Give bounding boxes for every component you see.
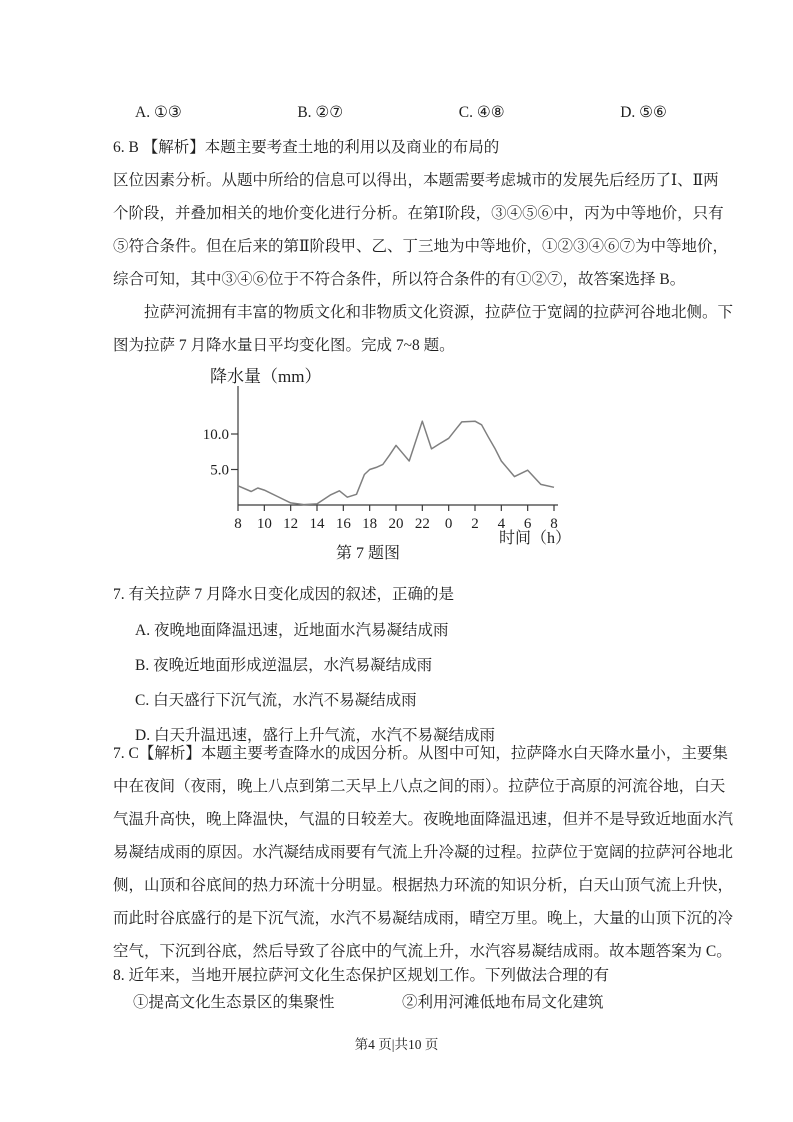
precipitation-series-line [238, 421, 554, 504]
option-8-2: ②利用河滩低地布局文化建筑 [402, 994, 604, 1011]
text-line: 中在夜间（夜雨，晚上八点到第二天早上八点之间的雨）。拉萨位于高原的河流谷地，白天 [113, 778, 726, 795]
text-line: 而此时谷底盛行的是下沉气流，水汽不易凝结成雨，晴空万里。晚上，大量的山顶下沉的冷 [113, 910, 734, 927]
option-7-d: D. 白天升温迅速，盛行上升气流，水汽不易凝结成雨 [135, 727, 495, 744]
option-6-c: C. ④⑧ [458, 104, 505, 121]
text-line: 空气，下沉到谷底，然后导致了谷底中的气流上升，水汽容易凝结成雨。故本题答案为 C。 [113, 943, 732, 960]
option-7-b: B. 夜晚近地面形成逆温层，水汽易凝结成雨 [135, 657, 433, 674]
option-6-b: B. ②⑦ [297, 104, 344, 121]
text-line: 6. B 【解析】本题主要考查土地的利用以及商业的布局的 [113, 139, 500, 156]
question6-options-row [135, 102, 667, 124]
x-tick-label: 22 [414, 516, 430, 532]
question8-stem [113, 959, 698, 992]
page-footer: 第4 页|共10 页 [354, 1037, 439, 1052]
option-6-d: D. ⑤⑥ [620, 104, 667, 121]
precipitation-line-chart [196, 360, 596, 568]
x-tick-label: 10 [256, 516, 272, 532]
option-7-a: A. 夜晚地面降温迅速，近地面水汽易凝结成雨 [135, 622, 449, 639]
text-line: 7. C【解析】本题主要考查降水的成因分析。从图中可知，拉萨降水白天降水量小，主要集 [113, 745, 728, 762]
chart-caption: 第 7 题图 [335, 545, 401, 562]
y-tick-label: 5.0 [210, 462, 229, 479]
text-line: ⑤符合条件。但在后来的第Ⅱ阶段甲、乙、丁三地为中等地价，①②③④⑥⑦为中等地价， [113, 238, 729, 255]
option-8-1: ①提高文化生态景区的集聚性 [133, 994, 335, 1011]
x-tick-label: 4 [497, 516, 506, 532]
text-line: 个阶段，并叠加相关的地价变化进行分析。在第Ⅰ阶段，③④⑤⑥中，丙为中等地价，只有 [113, 205, 724, 222]
x-tick-label: 0 [444, 516, 453, 532]
text-line: 拉萨河流拥有丰富的物质文化和非物质文化资源，拉萨位于宽阔的拉萨河谷地北侧。下 [144, 304, 734, 321]
question7-options [113, 613, 698, 753]
y-tick-label: 10.0 [202, 427, 229, 443]
text-line: 综合可知，其中③④⑥位于不符合条件，所以符合条件的有①②⑦，故答案选择 B。 [113, 271, 686, 288]
question8-options-row [0, 992, 793, 1014]
x-tick-label: 20 [388, 516, 404, 532]
text-line: 图为拉萨 7 月降水量日平均变化图。完成 7~8 题。 [113, 337, 455, 354]
x-tick-label: 16 [335, 516, 351, 532]
explanation-6 [113, 131, 729, 296]
x-tick-label: 8 [550, 516, 558, 532]
x-tick-label: 2 [471, 516, 479, 532]
text-line: 7. 有关拉萨 7 月降水日变化成因的叙述，正确的是 [113, 586, 455, 603]
x-axis-label: 时间（h） [499, 530, 572, 547]
x-tick-label: 8 [234, 516, 242, 532]
x-tick-label: 6 [523, 516, 532, 532]
text-line: 气温升高快，晚上降温快，气温的日较差大。夜晚地面降温迅速，但并不是导致近地面水汽 [113, 811, 734, 828]
option-6-a: A. ①③ [135, 104, 182, 121]
question7-stem [113, 578, 698, 611]
option-7-c: C. 白天盛行下沉气流，水汽不易凝结成雨 [135, 692, 417, 709]
x-tick-label: 12 [283, 516, 299, 532]
text-line: 易凝结成雨的原因。水汽凝结成雨要有气流上升冷凝的过程。拉萨位于宽阔的拉萨河谷地北 [113, 844, 734, 861]
explanation-7 [113, 737, 734, 968]
text-line: 区位因素分析。从题中所给的信息可以得出，本题需要考虑城市的发展先后经历了Ⅰ、Ⅱ两 [113, 172, 719, 189]
text-line: 8. 近年来，当地开展拉萨河文化生态保护区规划工作。下列做法合理的有 [113, 967, 610, 984]
x-tick-label: 14 [309, 516, 325, 532]
text-line: 侧，山顶和谷底间的热力环流十分明显。根据热力环流的知识分析，白天山顶气流上升快， [113, 877, 734, 894]
y-axis-label: 降水量（mm） [210, 367, 322, 386]
passage-lhasa [113, 296, 734, 362]
x-tick-label: 18 [362, 516, 378, 532]
